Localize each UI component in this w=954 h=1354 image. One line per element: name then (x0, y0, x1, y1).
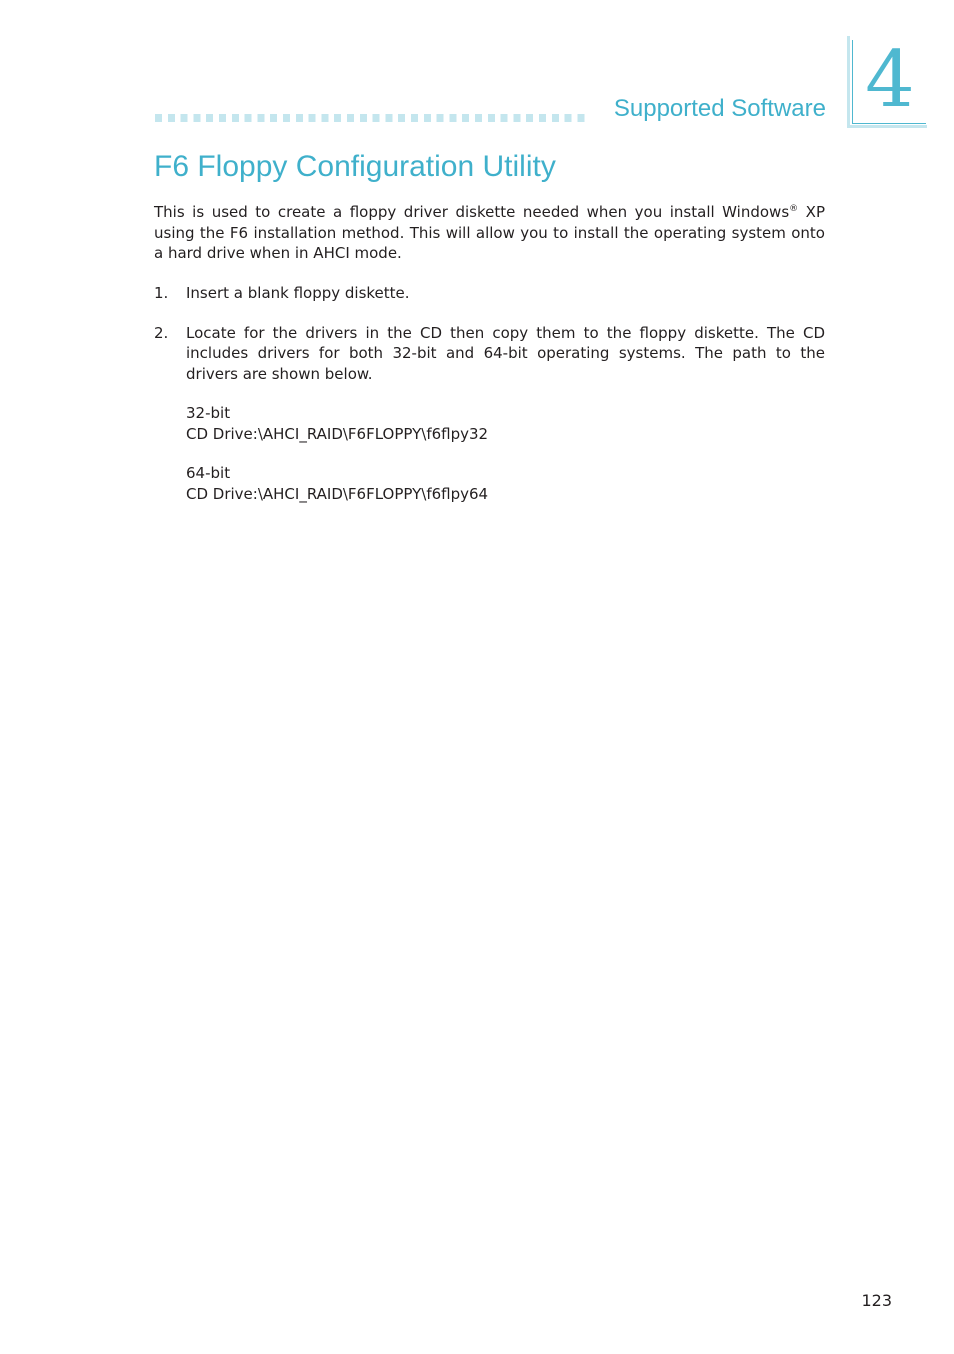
section-header: Supported Software (613, 95, 826, 122)
dotted-header-rule (155, 114, 587, 122)
path-label: 32-bit (186, 404, 231, 422)
step-item-1 (154, 283, 825, 304)
path-value: CD Drive:\AHCI_RAID\F6FLOPPY\f6flpy32 (186, 424, 489, 443)
step-text: Locate for the drivers in the CD then copy them to the floppy diskette. The CD includes drivers for both 32-bit and 64-bit operating systems. The path to the drivers are shown below. (186, 323, 825, 383)
step-item-2 (154, 323, 825, 505)
registered-mark: ® (789, 204, 799, 214)
driver-path-32bit (186, 403, 825, 444)
intro-text-end: XP using the F6 installation method. This will allow you to install the operating system onto a hard drive when in AHCI mode. (154, 203, 825, 262)
intro-text-start: This is used to create a floppy driver diskette needed when you install Windows (154, 203, 790, 221)
page-title: F6 Floppy Configuration Utility (154, 150, 556, 183)
chapter-number: 4 (865, 35, 915, 125)
page-number: 123 (861, 1291, 892, 1310)
path-value: CD Drive:\AHCI_RAID\F6FLOPPY\f6flpy64 (186, 484, 489, 503)
intro-paragraph (154, 202, 825, 264)
step-text: Insert a blank floppy diskette. (186, 284, 410, 302)
path-label: 64-bit (186, 464, 231, 482)
step-number: 2. (154, 323, 169, 342)
driver-path-64bit (186, 463, 825, 504)
step-list (154, 283, 825, 523)
step-number: 1. (154, 284, 169, 302)
